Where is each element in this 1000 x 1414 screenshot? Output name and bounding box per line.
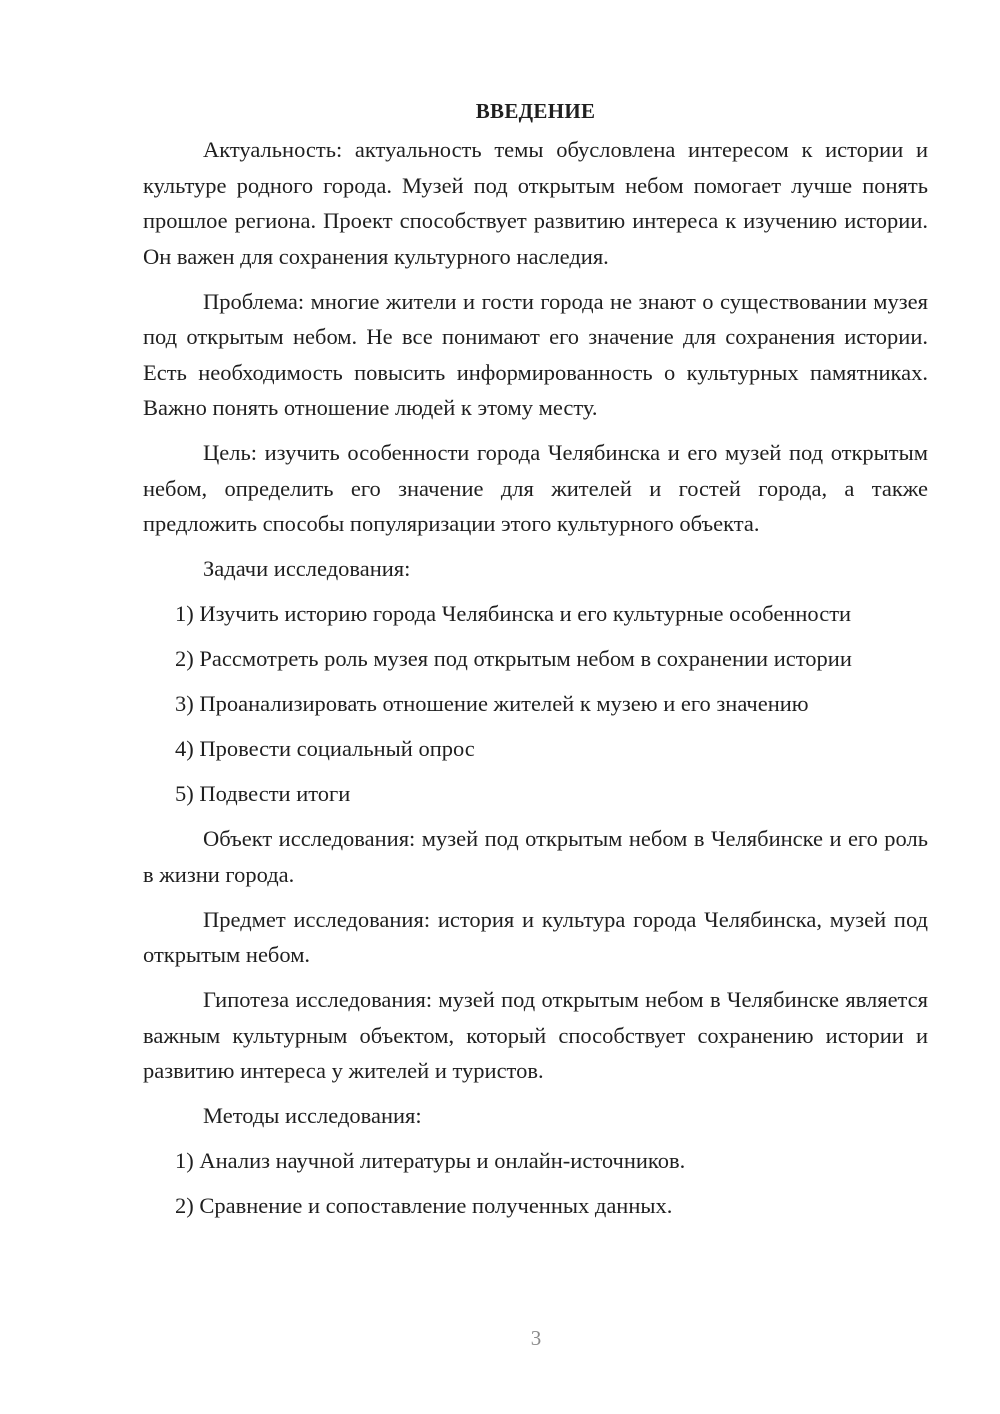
subject-paragraph: Предмет исследования: история и культура города Челябинска, музей под открытым небом. [143, 906, 928, 967]
tasks-title: Задачи исследования: [203, 556, 411, 581]
methods-list [143, 1143, 928, 1224]
list-item: 1) Анализ научной литературы и онлайн-источников. [175, 1148, 686, 1173]
list-item: 1) Изучить историю города Челябинска и его культурные особенности [175, 601, 852, 626]
list-item: 2) Сравнение и сопоставление полученных данных. [175, 1193, 673, 1218]
document-page [143, 96, 928, 1233]
methods-title: Методы исследования: [203, 1103, 422, 1128]
problem-paragraph: Проблема: многие жители и гости города не знают о существовании музея под открытым небом. Не все понимают его значение для сохранения истории. Есть необходимость повысить информированность о культурных памятниках. Важно понять отношение людей к этому месту. [143, 288, 928, 420]
hypothesis-paragraph: Гипотеза исследования: музей под открытым небом в Челябинске является важным культурным объектом, который способствует сохранению истории и развитию интереса у жителей и туристов. [143, 987, 928, 1083]
list-item: 3) Проанализировать отношение жителей к музею и его значению [175, 691, 809, 716]
object-paragraph: Объект исследования: музей под открытым небом в Челябинске и его роль в жизни города. [143, 826, 928, 887]
list-item: 4) Провести социальный опрос [175, 736, 475, 761]
list-item: 5) Подвести итоги [175, 781, 351, 806]
list-item: 2) Рассмотреть роль музея под открытым небом в сохранении истории [175, 646, 852, 671]
relevance-paragraph: Актуальность: актуальность темы обусловлена интересом к истории и культуре родного города. Музей под открытым небом помогает лучше понять прошлое региона. Проект способствует развитию интереса к изучению истории. Он важен для сохранения культурного наследия. [143, 137, 928, 269]
page-number: 3 [530, 1326, 542, 1350]
page-title: ВВЕДЕНИЕ [475, 99, 596, 123]
tasks-list [143, 596, 928, 812]
goal-paragraph: Цель: изучить особенности города Челябинска и его музей под открытым небом, определить его значение для жителей и гостей города, а также предложить способы популяризации этого культурного объекта. [143, 440, 928, 536]
